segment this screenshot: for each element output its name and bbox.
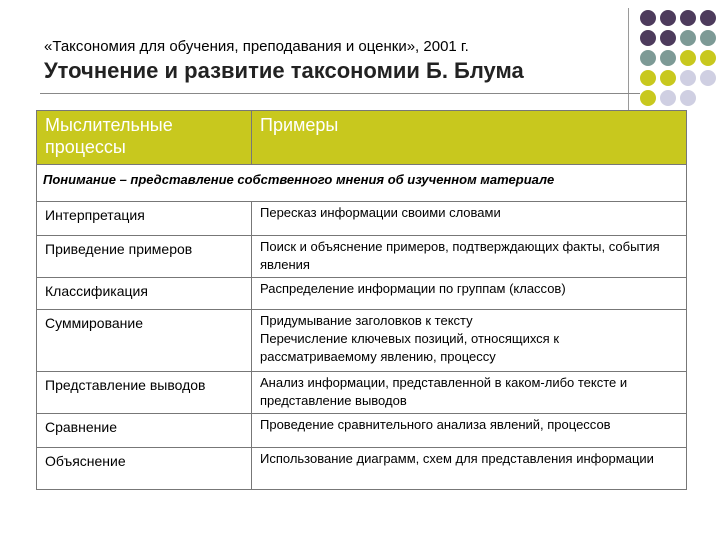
- decorative-dot: [660, 70, 676, 86]
- decorative-dot: [640, 90, 656, 106]
- process-cell: Суммирование: [37, 310, 252, 372]
- decorative-dot: [640, 70, 656, 86]
- header-examples: Примеры: [252, 111, 687, 165]
- process-cell: Сравнение: [37, 414, 252, 448]
- taxonomy-table: [36, 110, 687, 490]
- examples-cell: [252, 414, 687, 448]
- example-text: Пересказ информации своими словами: [260, 205, 501, 220]
- example-text: Использование диаграмм, схем для представления информации: [260, 451, 654, 466]
- examples-cell: [252, 372, 687, 414]
- examples-cell: [252, 448, 687, 490]
- section-heading: Понимание – представление собственного мнения об изученном материале: [37, 165, 687, 202]
- decorative-dot: [660, 50, 676, 66]
- slide-subtitle: «Таксономия для обучения, преподавания и оценки», 2001 г.: [44, 38, 469, 55]
- decorative-dot: [700, 70, 716, 86]
- decorative-dot: [660, 10, 676, 26]
- examples-cell: [252, 202, 687, 236]
- header-processes: Мыслительные процессы: [37, 111, 252, 165]
- decorative-dot: [700, 50, 716, 66]
- table-header-row: [37, 111, 687, 165]
- examples-cell: [252, 236, 687, 278]
- example-text: Придумывание заголовков к тексту: [260, 313, 473, 328]
- table-row: [37, 236, 687, 278]
- table-row: [37, 202, 687, 236]
- process-cell: Объяснение: [37, 448, 252, 490]
- table-row: [37, 372, 687, 414]
- title-divider: [40, 93, 640, 94]
- examples-cell: [252, 278, 687, 310]
- example-text: Распределение информации по группам (классов): [260, 281, 566, 296]
- decorative-dot: [680, 10, 696, 26]
- examples-cell: [252, 310, 687, 372]
- decorative-dot: [660, 90, 676, 106]
- decorative-dot: [640, 30, 656, 46]
- decorative-dot: [660, 30, 676, 46]
- slide-title: Уточнение и развитие таксономии Б. Блума: [44, 58, 524, 83]
- process-cell: Интерпретация: [37, 202, 252, 236]
- decorative-dot: [700, 10, 716, 26]
- example-text: Анализ информации, представленной в каком-либо тексте и представление выводов: [260, 375, 628, 408]
- table-row: [37, 448, 687, 490]
- decorative-dot: [680, 50, 696, 66]
- decorative-vertical-line: [628, 8, 629, 118]
- example-text: Проведение сравнительного анализа явлений, процессов: [260, 417, 611, 432]
- process-cell: Классификация: [37, 278, 252, 310]
- example-text: Перечисление ключевых позиций, относящихся к рассматриваемому явлению, процессу: [260, 331, 560, 364]
- process-cell: Представление выводов: [37, 372, 252, 414]
- decorative-dot-grid: [626, 8, 720, 118]
- table-row: [37, 278, 687, 310]
- decorative-dot: [680, 30, 696, 46]
- decorative-dot: [640, 50, 656, 66]
- table-row: [37, 310, 687, 372]
- section-row: [37, 165, 687, 202]
- decorative-dot: [680, 70, 696, 86]
- example-text: Поиск и объяснение примеров, подтверждающих факты, события явления: [260, 239, 660, 272]
- process-cell: Приведение примеров: [37, 236, 252, 278]
- decorative-dot: [640, 10, 656, 26]
- table-row: [37, 414, 687, 448]
- decorative-dot: [700, 30, 716, 46]
- decorative-dot: [680, 90, 696, 106]
